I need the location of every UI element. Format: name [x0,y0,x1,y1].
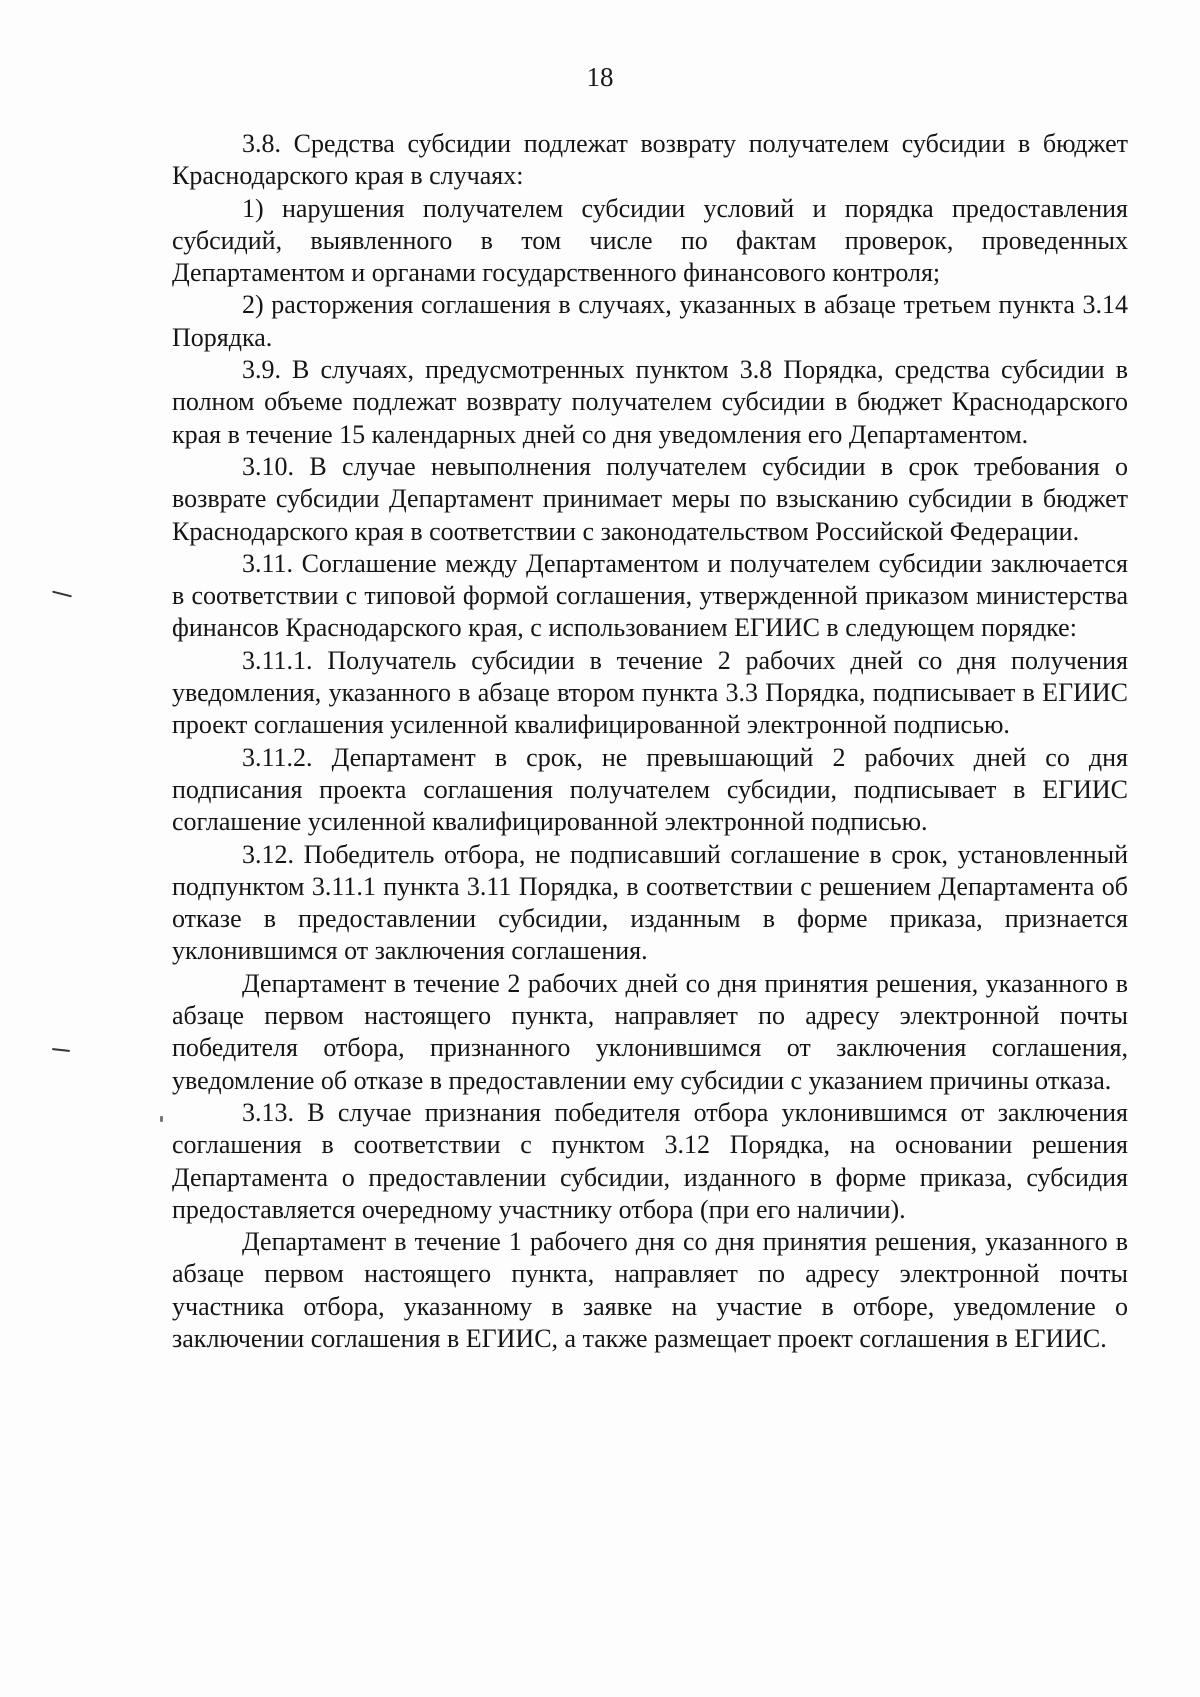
document-body [172,128,1128,1355]
paragraph-3-9: 3.9. В случаях, предусмотренных пунктом 3.8 Порядка, средства субсидии в полном объеме подлежат возврату получателем субсидии в бюджет Краснодарского края в течение 15 календарных дней со дня уведомления его Департаментом. [172,355,1128,449]
page-number: 18 [586,62,614,92]
margin-punch-mark [52,591,72,598]
paragraph-3-11-1: 3.11.1. Получатель субсидии в течение 2 рабочих дней со дня получения уведомления, указанного в абзаце втором пункта 3.3 Порядка, подписывает в ЕГИИС проект соглашения усиленной квалифицированной электронной подписью. [172,645,1128,740]
paragraph-3-11-2: 3.11.2. Департамент в срок, не превышающий 2 рабочих дней со дня подписания проекта соглашения получателем субсидии, подписывает в ЕГИИС соглашение усиленной квалифицированной электронной подписью. [172,742,1128,837]
paragraph-3-8-item-2: 2) расторжения соглашения в случаях, указанных в абзаце третьем пункта 3.14 Порядка. [172,290,1128,352]
paragraph-3-11: 3.11. Соглашение между Департаментом и получателем субсидии заключается в соответствии с типовой формой соглашения, утвержденной приказом министерства финансов Краснодарского края, с использованием ЕГИИС в следующем порядке: [172,548,1128,643]
paragraph-3-8: 3.8. Средства субсидии подлежат возврату получателем субсидии в бюджет Краснодарского края в случаях: [172,129,1128,191]
paragraph-3-10: 3.10. В случае невыполнения получателем субсидии в срок требования о возврате субсидии Департамент принимает меры по взысканию субсидии в бюджет Краснодарского края в соответствии с законодательством Российской Федерации. [172,451,1128,546]
margin-speck-mark [160,1116,163,1122]
paragraph-3-12-notice: Департамент в течение 2 рабочих дней со дня принятия решения, указанного в абзаце первом настоящего пункта, направляет по адресу электронной почты победителя отбора, признанного уклонившимся от заключения соглашения, уведомление об отказе в предоставлении ему субсидии с указанием причины отказа. [172,968,1128,1095]
paragraph-3-12: 3.12. Победитель отбора, не подписавший соглашение в срок, установленный подпунктом 3.11.1 пункта 3.11 Порядка, в соответствии с решением Департамента об отказе в предоставлении субсидии, изданным в форме приказа, признается уклонившимся от заключения соглашения. [172,839,1128,966]
paragraph-3-8-item-1: 1) нарушения получателем субсидии условий и порядка предоставления субсидий, выявленного в том числе по фактам проверок, проведенных Департаментом и органами государственного финансового контроля; [172,193,1128,288]
paragraph-3-13-notice: Департамент в течение 1 рабочего дня со дня принятия решения, указанного в абзаце первом настоящего пункта, направляет по адресу электронной почты участника отбора, указанному в заявке на участие в отборе, уведомление о заключении соглашения в ЕГИИС, а также размещает проект соглашения в ЕГИИС. [172,1227,1128,1353]
margin-punch-mark [52,1048,70,1052]
paragraph-3-13: 3.13. В случае признания победителя отбора уклонившимся от заключения соглашения в соответствии с пунктом 3.12 Порядка, на основании решения Департамента о предоставлении субсидии, изданного в форме приказа, субсидия предоставляется очередному участнику отбора (при его наличии). [172,1097,1128,1224]
